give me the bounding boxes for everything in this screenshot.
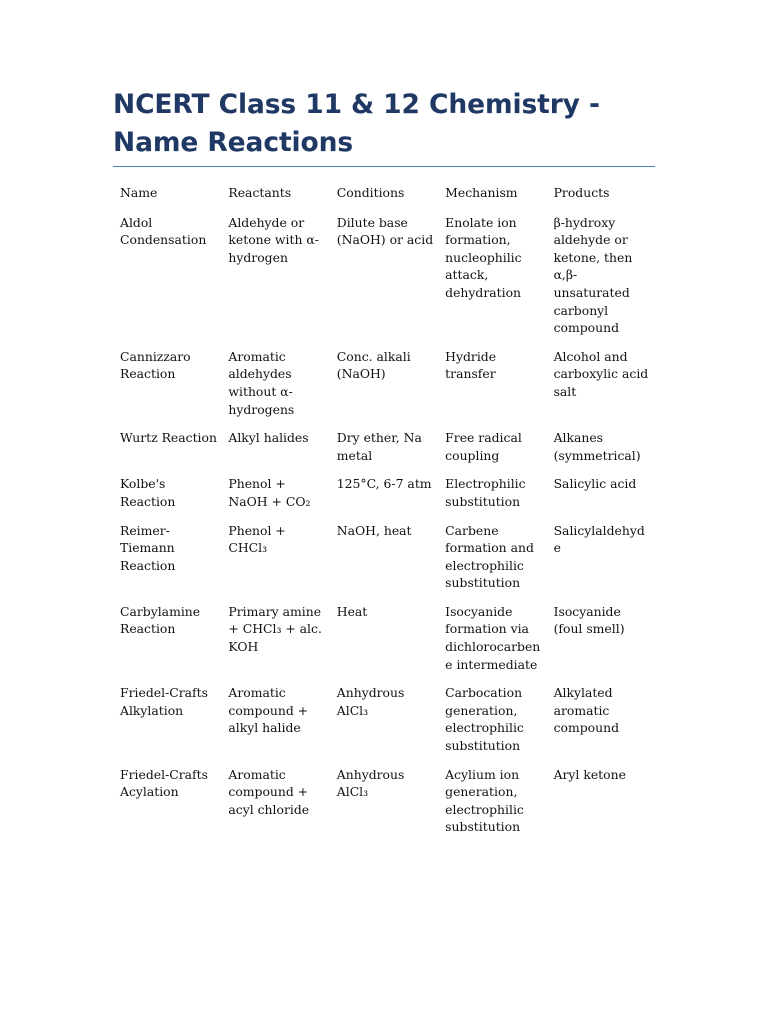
- cell-name: Kolbe's Reaction: [120, 476, 176, 509]
- header-conditions: Conditions: [336, 185, 405, 200]
- header-reactants: Reactants: [228, 185, 292, 200]
- cell-reactants: Primary amine + CHCl₃ + alc. KOH: [228, 603, 322, 655]
- cell-name: Reimer-Tiemann Reaction: [120, 522, 176, 573]
- cell-name: Friedel-Crafts Alkylation: [120, 685, 208, 718]
- cell-name: Wurtz Reaction: [120, 430, 217, 446]
- cell-conditions: Anhydrous AlCl₃: [336, 685, 405, 718]
- table-row: [113, 522, 655, 603]
- cell-name: Aldol Condensation: [120, 214, 207, 248]
- cell-mechanism: Carbene formation and electrophilic substitution: [445, 522, 534, 591]
- name-reactions-table: [113, 184, 655, 847]
- cell-products: β-hydroxy aldehyde or ketone, then α,β-unsaturated carbonyl compound: [553, 214, 633, 336]
- cell-products: Alkylated aromatic compound: [553, 685, 619, 736]
- cell-reactants: Aromatic compound + acyl chloride: [228, 766, 310, 817]
- cell-conditions: Heat: [336, 603, 368, 619]
- table-header-row: [113, 184, 655, 214]
- header-products: Products: [553, 185, 610, 200]
- cell-name: Friedel-Crafts Acylation: [120, 766, 208, 800]
- cell-reactants: Alkyl halides: [228, 430, 309, 446]
- cell-conditions: Conc. alkali (NaOH): [336, 348, 411, 382]
- cell-conditions: Dry ether, Na metal: [336, 430, 422, 463]
- cell-mechanism: Enolate ion formation, nucleophilic attack, dehydration: [445, 214, 522, 300]
- cell-products: Salicylic acid: [553, 476, 637, 492]
- cell-products: Isocyanide (foul smell): [553, 603, 625, 637]
- cell-mechanism: Carbocation generation, electrophilic substitution: [445, 685, 524, 754]
- cell-reactants: Aromatic aldehydes without α-hydrogens: [228, 348, 295, 417]
- table-row: [113, 429, 655, 475]
- table-row: [113, 475, 655, 521]
- cell-mechanism: Free radical coupling: [445, 430, 522, 463]
- table-row: [113, 766, 655, 847]
- cell-reactants: Aromatic compound + alkyl halide: [228, 685, 309, 736]
- cell-products: Aryl ketone: [553, 766, 626, 782]
- cell-products: Alkanes (symmetrical): [553, 430, 641, 463]
- header-name: Name: [120, 185, 158, 200]
- cell-products: Alcohol and carboxylic acid salt: [553, 348, 649, 399]
- cell-name: Carbylamine Reaction: [120, 603, 201, 637]
- cell-conditions: Anhydrous AlCl₃: [336, 766, 405, 800]
- cell-mechanism: Isocyanide formation via dichlorocarbene intermediate: [445, 603, 541, 672]
- cell-mechanism: Acylium ion generation, electrophilic substitution: [445, 766, 524, 835]
- table-row: [113, 214, 655, 348]
- cell-mechanism: Hydride transfer: [445, 348, 497, 382]
- cell-name: Cannizzaro Reaction: [120, 348, 191, 382]
- cell-conditions: NaOH, heat: [336, 522, 412, 538]
- cell-reactants: Phenol + CHCl₃: [228, 522, 286, 556]
- cell-mechanism: Electrophilic substitution: [445, 476, 526, 509]
- document-page: [113, 86, 655, 847]
- cell-conditions: 125°C, 6-7 atm: [336, 476, 432, 492]
- table-row: [113, 603, 655, 684]
- header-mechanism: Mechanism: [445, 185, 518, 200]
- cell-products: Salicylaldehyde: [553, 522, 645, 556]
- document-title: NCERT Class 11 & 12 Chemistry - Name Reactions: [113, 86, 655, 167]
- cell-reactants: Aldehyde or ketone with α-hydrogen: [228, 214, 319, 265]
- cell-conditions: Dilute base (NaOH) or acid: [336, 214, 434, 248]
- cell-reactants: Phenol + NaOH + CO₂: [228, 476, 311, 509]
- table-row: [113, 348, 655, 429]
- table-row: [113, 684, 655, 765]
